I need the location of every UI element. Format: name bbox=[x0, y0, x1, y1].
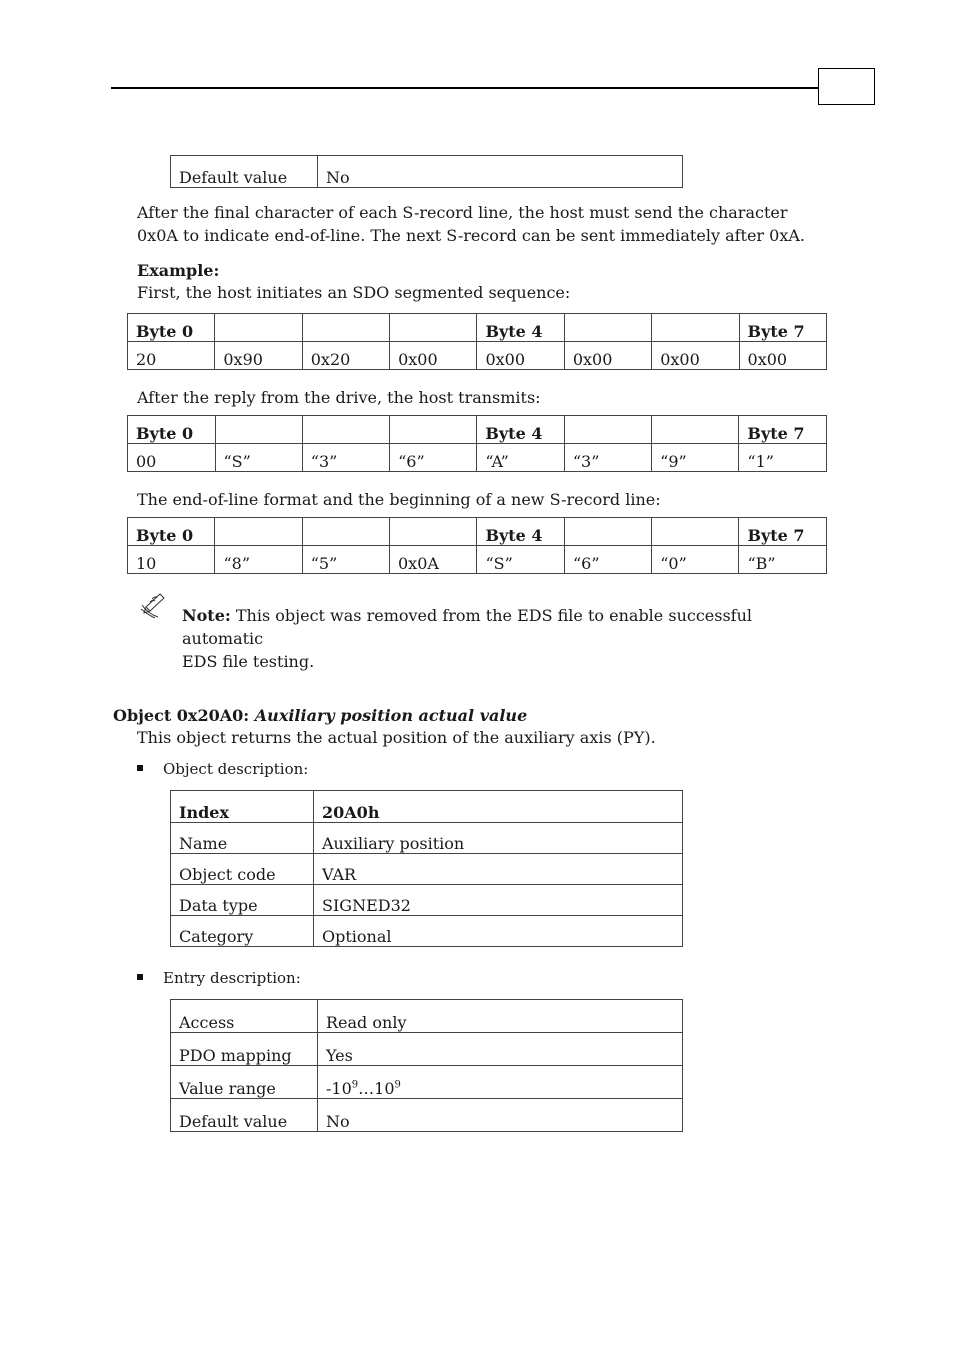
table-cell: Index bbox=[171, 791, 314, 823]
table-cell bbox=[652, 518, 739, 546]
table-cell bbox=[390, 416, 477, 444]
table-cell: Default value bbox=[171, 1099, 318, 1132]
table-cell: 0x90 bbox=[215, 342, 302, 370]
note-pencil-icon bbox=[138, 591, 168, 621]
table-header-row bbox=[128, 518, 827, 546]
table-cell: “S” bbox=[477, 546, 564, 574]
table-cell: VAR bbox=[314, 854, 683, 885]
table-cell: Byte 0 bbox=[128, 518, 215, 546]
range-mid: …10 bbox=[358, 1079, 395, 1098]
table-cell bbox=[302, 314, 389, 342]
table-cell: Read only bbox=[318, 1000, 683, 1033]
table-row bbox=[128, 444, 827, 472]
table-cell: 0x0A bbox=[389, 546, 476, 574]
table-cell bbox=[652, 416, 739, 444]
byte-table bbox=[127, 313, 827, 370]
table-row bbox=[171, 823, 683, 854]
table-cell bbox=[389, 518, 476, 546]
table-row bbox=[128, 546, 827, 574]
table-cell: Name bbox=[171, 823, 314, 854]
bullet-label: Entry description: bbox=[163, 969, 301, 987]
table-cell: No bbox=[318, 1099, 683, 1132]
paragraph: After the final character of each S-record line, the host must send the character 0x0A to indicate end-of-line. The next S-record can be sent immediately after 0xA. bbox=[137, 203, 806, 245]
table-cell bbox=[652, 314, 739, 342]
note bbox=[182, 604, 822, 673]
table-cell: 10 bbox=[128, 546, 215, 574]
page-number-box bbox=[818, 68, 875, 105]
table-cell: “8” bbox=[215, 546, 302, 574]
object-description-table bbox=[170, 790, 683, 947]
paragraph: First, the host initiates an SDO segmented sequence: bbox=[137, 283, 571, 302]
table-cell bbox=[302, 518, 389, 546]
bullet-object-description bbox=[137, 760, 308, 778]
table-cell: “6” bbox=[564, 546, 651, 574]
table-cell: Data type bbox=[171, 885, 314, 916]
table-cell: 0x00 bbox=[390, 342, 477, 370]
note-text-line2: EDS file testing. bbox=[182, 652, 315, 671]
table-header-row bbox=[128, 416, 827, 444]
table-cell: SIGNED32 bbox=[314, 885, 683, 916]
table-cell: No bbox=[318, 156, 683, 188]
entry-description-table bbox=[170, 999, 683, 1132]
table-cell: 20 bbox=[128, 342, 215, 370]
table-cell: 0x00 bbox=[652, 342, 739, 370]
table-row bbox=[171, 791, 683, 823]
table-cell: PDO mapping bbox=[171, 1033, 318, 1066]
example-heading: Example: bbox=[137, 261, 220, 280]
table-cell bbox=[390, 314, 477, 342]
table-cell: “S” bbox=[215, 444, 302, 472]
table-cell bbox=[564, 518, 651, 546]
table-cell: Default value bbox=[171, 156, 318, 188]
bullet-entry-description bbox=[137, 969, 301, 987]
byte-table bbox=[127, 415, 827, 472]
bullet-icon bbox=[137, 974, 143, 980]
table-cell: Category bbox=[171, 916, 314, 947]
table-row bbox=[171, 1033, 683, 1066]
range-exp: 9 bbox=[394, 1079, 401, 1091]
table-cell: Access bbox=[171, 1000, 318, 1033]
paragraph: After the reply from the drive, the host transmits: bbox=[137, 388, 541, 407]
table-cell: 0x00 bbox=[564, 342, 651, 370]
table-cell bbox=[564, 314, 651, 342]
range-exp: 9 bbox=[351, 1079, 359, 1091]
default-value-table bbox=[170, 155, 683, 188]
table-cell: “1” bbox=[739, 444, 827, 472]
bullet-icon bbox=[137, 765, 143, 771]
table-cell: Auxiliary position bbox=[314, 823, 683, 854]
table-cell: “3” bbox=[302, 444, 389, 472]
object-title bbox=[113, 704, 527, 727]
table-row bbox=[171, 885, 683, 916]
table-header-row bbox=[128, 314, 827, 342]
table-cell: Byte 0 bbox=[128, 416, 216, 444]
table-row bbox=[171, 1099, 683, 1132]
table-cell: Value range bbox=[171, 1066, 318, 1099]
table-cell bbox=[215, 314, 302, 342]
object-title-name: Auxiliary position actual value bbox=[254, 706, 528, 725]
table-cell: “0” bbox=[652, 546, 739, 574]
table-cell bbox=[302, 416, 389, 444]
table-cell: Byte 4 bbox=[477, 314, 564, 342]
table-cell: 0x20 bbox=[302, 342, 389, 370]
note-label: Note: bbox=[182, 606, 231, 625]
table-row bbox=[171, 1000, 683, 1033]
table-cell: Byte 4 bbox=[477, 416, 565, 444]
byte-table bbox=[127, 517, 827, 574]
table-cell: Byte 7 bbox=[739, 416, 827, 444]
range-base: -10 bbox=[326, 1079, 352, 1098]
table-cell: “9” bbox=[652, 444, 739, 472]
table-row bbox=[171, 854, 683, 885]
object-title-prefix: Object 0x20A0: bbox=[113, 706, 255, 725]
table-cell: 0x00 bbox=[477, 342, 564, 370]
table-cell: “3” bbox=[564, 444, 651, 472]
table-cell: “6” bbox=[390, 444, 477, 472]
table-cell: Byte 7 bbox=[739, 518, 827, 546]
table-cell: 00 bbox=[128, 444, 216, 472]
table-cell: Yes bbox=[318, 1033, 683, 1066]
table-cell: 20A0h bbox=[314, 791, 683, 823]
table-cell bbox=[564, 416, 651, 444]
table-cell: Byte 0 bbox=[128, 314, 215, 342]
note-text: This object was removed from the EDS file to enable successful automatic bbox=[182, 606, 753, 648]
table-cell: Byte 4 bbox=[477, 518, 564, 546]
table-cell bbox=[215, 416, 302, 444]
object-description: This object returns the actual position of the auxiliary axis (PY). bbox=[137, 728, 656, 747]
table-cell: Optional bbox=[314, 916, 683, 947]
table-row bbox=[171, 916, 683, 947]
table-cell: “A” bbox=[477, 444, 565, 472]
paragraph: The end-of-line format and the beginning of a new S-record line: bbox=[137, 490, 661, 509]
table-cell: 0x00 bbox=[739, 342, 826, 370]
table-cell: “B” bbox=[739, 546, 827, 574]
table-cell: Byte 7 bbox=[739, 314, 826, 342]
table-cell bbox=[215, 518, 302, 546]
table-row bbox=[128, 342, 827, 370]
table-cell: Object code bbox=[171, 854, 314, 885]
header-rule bbox=[111, 87, 819, 89]
table-cell-value-range bbox=[318, 1066, 683, 1099]
bullet-label: Object description: bbox=[163, 760, 309, 778]
table-cell: “5” bbox=[302, 546, 389, 574]
table-row bbox=[171, 1066, 683, 1099]
